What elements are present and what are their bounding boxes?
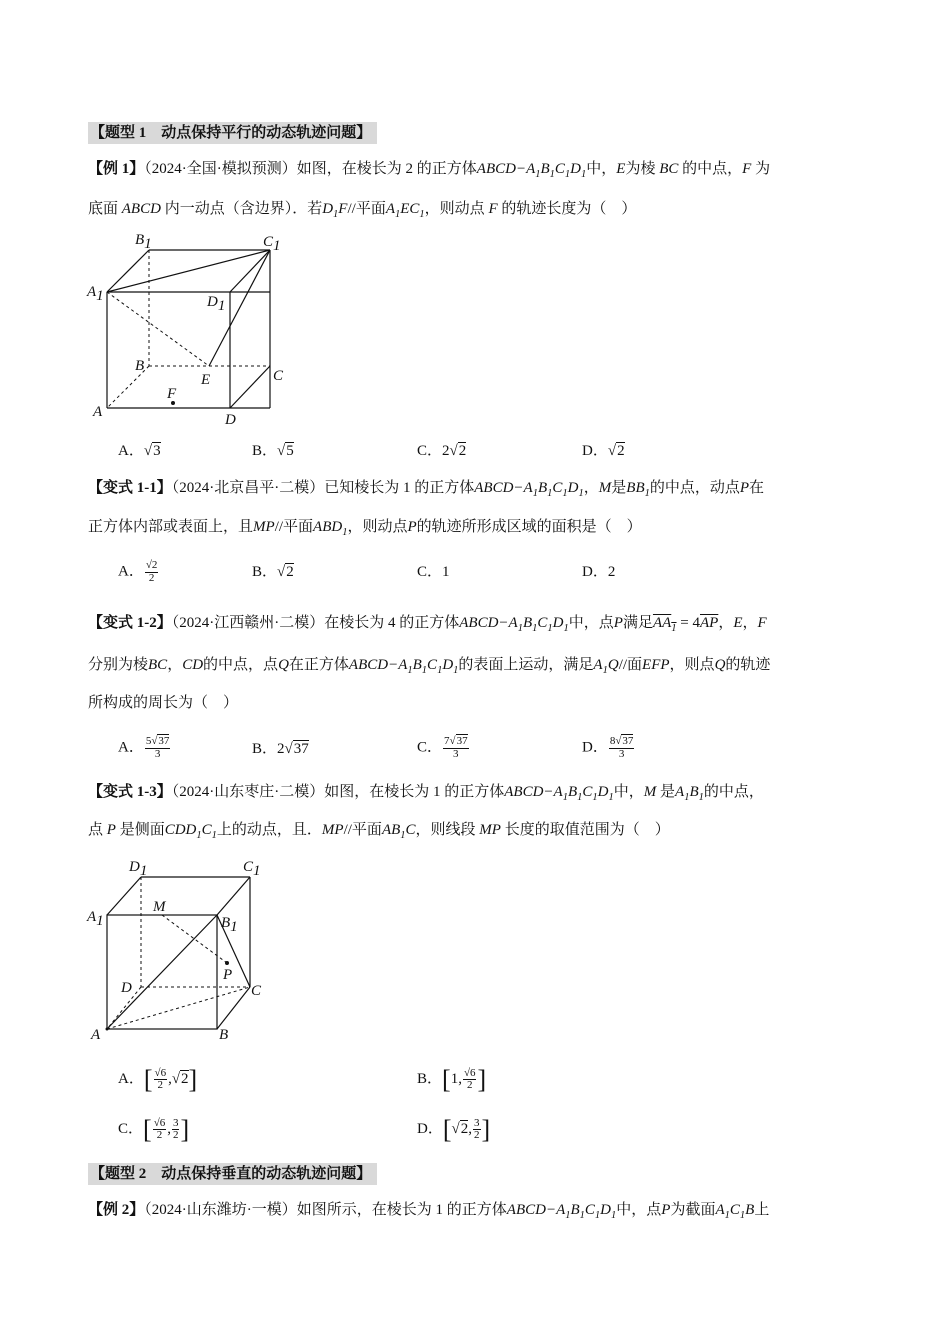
label-d1: D1: [207, 294, 226, 314]
variant-1-3-option-d[interactable]: D．[√2, $\frac{3}{2}$ ]: [417, 1115, 491, 1144]
label-d: D: [121, 980, 132, 996]
label-c: C: [251, 983, 262, 999]
variant-1-2-line-3: 所构成的周长为（ ）: [88, 695, 239, 711]
variant-1-1-option-b[interactable]: B．√2: [252, 564, 294, 580]
variant-1-2-option-c[interactable]: C． $\frac{7√37}{3}$: [417, 735, 468, 760]
variant-1-2-option-b[interactable]: B．2√37: [252, 741, 309, 757]
variant-1-3-option-c[interactable]: C．[ $\frac{√6}{2}$ , $\frac{3}{2}$ ]: [118, 1115, 190, 1144]
label-a: A: [91, 1027, 101, 1043]
label-a: A: [93, 404, 103, 420]
label-d: D: [225, 412, 236, 428]
example-1-option-a[interactable]: A．√3: [118, 443, 161, 459]
label-f: F: [167, 386, 177, 402]
variant-1-1-option-d[interactable]: D．2: [582, 564, 616, 580]
example-2-line-1: 【例 2】（2024·山东潍坊·一模）如图所示，在棱长为 1 的正方体$ABCD-A_1B_1C_1D_1$中，点P为截面$A_1C_1B$上: [88, 1202, 770, 1221]
label-c: C: [273, 368, 284, 384]
example-1-option-b[interactable]: B．√5: [252, 443, 294, 459]
variant-1-3-line-2: 点 P 是侧面$CDD_1C_1$上的动点，且．MP//平面$AB_1C$，则线段 MP 长度的取值范围为（ ）: [88, 822, 670, 841]
variant-1-2-line-2: 分别为棱BC，CD的中点，点Q在正方体$ABCD-A_1B_1C_1D_1$的表面上运动，满足$A_1Q//$面EFP，则点Q的轨迹: [88, 657, 771, 676]
label-b1: B1: [221, 915, 238, 935]
variant-1-2-option-a[interactable]: A． $\frac{5√37}{3}$: [118, 735, 170, 760]
variant-1-2-option-d[interactable]: D． $\frac{8√37}{3}$: [582, 735, 634, 760]
example-1-tag: 【例 1】: [88, 161, 145, 177]
label-c1: C1: [243, 859, 261, 879]
example-1-option-c[interactable]: C．2√2: [417, 443, 467, 459]
variant-1-1-line-2: 正方体内部或表面上，且MP//平面$ABD_1$，则动点P的轨迹所形成区域的面积是（ ）: [88, 519, 642, 538]
variant-1-3-option-b[interactable]: B．[1, $\frac{√6}{2}$ ]: [417, 1065, 487, 1094]
variant-1-3-line-1: 【变式 1-3】（2024·山东枣庄·二模）如图，在棱长为 1 的正方体$ABCD-A_1B_1C_1D_1$中，M 是$A_1B_1$的中点，: [88, 784, 764, 803]
example-1-line-1: 【例 1】（2024·全国·模拟预测）如图，在棱长为 2 的正方体$ABCD-A_1B_1C_1D_1$中，E为棱 BC 的中点，F 为: [88, 161, 771, 180]
example-1-cube-figure: [85, 228, 295, 430]
label-a1: A1: [87, 909, 104, 929]
label-e: E: [201, 372, 211, 388]
label-b: B: [219, 1027, 229, 1043]
label-m: M: [153, 899, 166, 915]
section-1-title: 【题型 1 动点保持平行的动态轨迹问题】: [88, 122, 377, 144]
point-p: [225, 961, 229, 965]
label-d1: D1: [129, 859, 148, 879]
variant-1-1-option-a[interactable]: A． $\frac{√2}{2}$: [118, 559, 158, 584]
label-p: P: [223, 967, 233, 983]
label-a1: A1: [87, 284, 104, 304]
section-2-title: 【题型 2 动点保持垂直的动态轨迹问题】: [88, 1163, 377, 1185]
variant-1-1-line-1: 【变式 1-1】（2024·北京昌平·二模）已知棱长为 1 的正方体$ABCD-A_1B_1C_1D_1$，M是$BB_1$的中点，动点P在: [88, 480, 765, 499]
label-c1: C1: [263, 234, 281, 254]
variant-1-1-option-c[interactable]: C．1: [417, 564, 450, 580]
example-1-option-d[interactable]: D．√2: [582, 443, 625, 459]
variant-1-3-option-a[interactable]: A．[ $\frac{√6}{2}$ ,√2]: [118, 1065, 198, 1094]
variant-1-2-line-1: 【变式 1-2】（2024·江西赣州·二模）在棱长为 4 的正方体$ABCD-A_1B_1C_1D_1$中，点P满足$AA_1 = 4\overline{AP}$，E，F: [88, 615, 767, 634]
variant-1-3-cube-figure: [85, 855, 275, 1045]
example-1-line-2: 底面 ABCD 内一动点（含边界）．若$D_1F//$平面$A_1EC_1$，则动点 F 的轨迹长度为（ ）: [88, 201, 637, 220]
label-b1: B1: [135, 232, 152, 252]
label-b: B: [135, 358, 145, 374]
